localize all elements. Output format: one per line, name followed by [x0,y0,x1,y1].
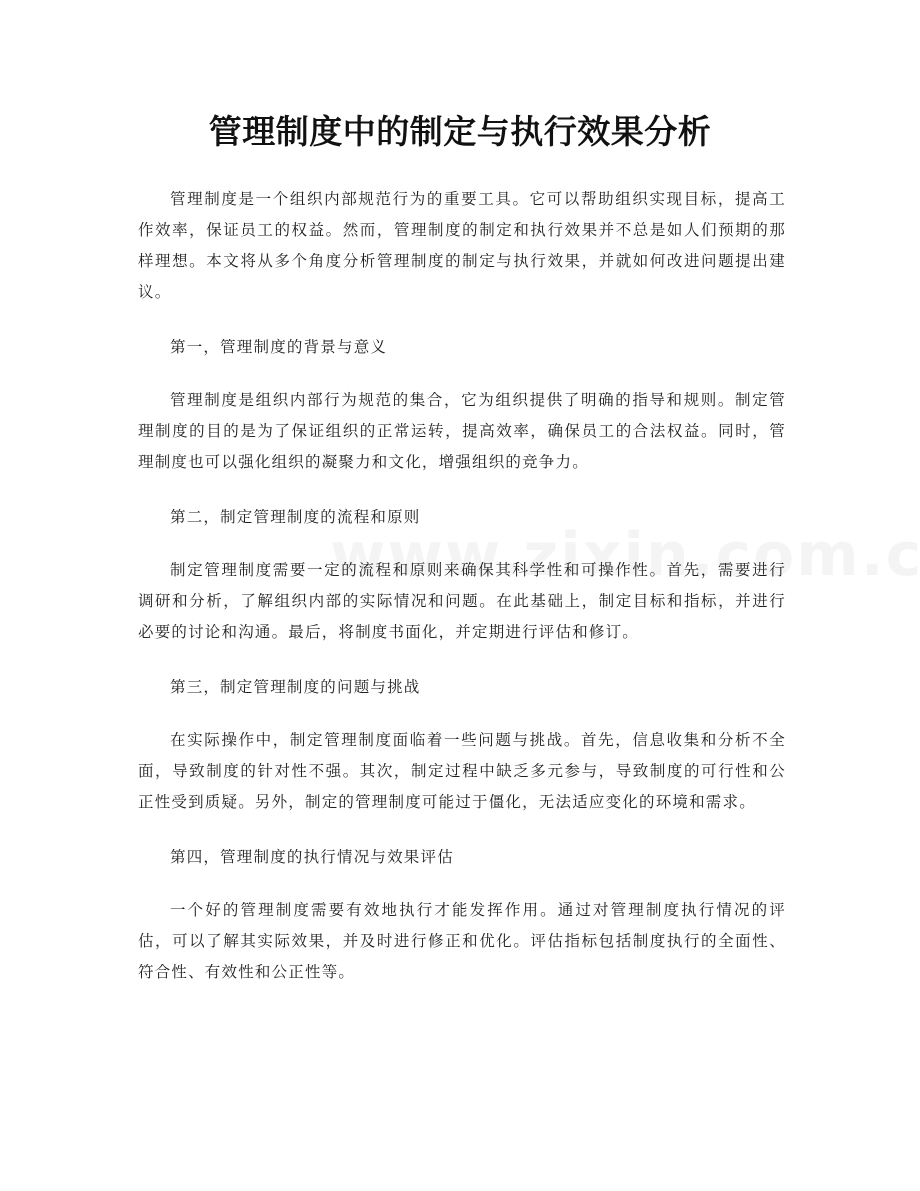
section-heading-2: 第二，制定管理制度的流程和原则 [170,508,421,526]
section-heading-1: 第一，管理制度的背景与意义 [170,338,388,356]
section-paragraph-3: 在实际操作中，制定管理制度面临着一些问题与挑战。首先，信息收集和分析不全面，导致制度的针对性不强。其次，制定过程中缺乏多元参与，导致制度的可行性和公正性受到质疑。另外，制定的管理制度可能过于僵化，无法适应变化的环境和需求。 [138,731,786,811]
section-paragraph-1: 管理制度是组织内部行为规范的集合，它为组织提供了明确的指导和规则。制定管理制度的目的是为了保证组织的正常运转，提高效率，确保员工的合法权益。同时，管理制度也可以强化组织的凝聚力和文化，增强组织的竞争力。 [138,391,786,471]
section-paragraph-4: 一个好的管理制度需要有效地执行才能发挥作用。通过对管理制度执行情况的评估，可以了解其实际效果，并及时进行修正和优化。评估指标包括制度执行的全面性、符合性、有效性和公正性等。 [138,901,786,981]
document-body [138,184,786,988]
intro-paragraph: 管理制度是一个组织内部规范行为的重要工具。它可以帮助组织实现目标，提高工作效率，保证员工的权益。然而，管理制度的制定和执行效果并不总是如人们预期的那样理想。本文将从多个角度分析管理制度的制定与执行效果，并就如何改进问题提出建议。 [138,190,786,301]
section-paragraph-2: 制定管理制度需要一定的流程和原则来确保其科学性和可操作性。首先，需要进行调研和分析，了解组织内部的实际情况和问题。在此基础上，制定目标和指标，并进行必要的讨论和沟通。最后，将制度书面化，并定期进行评估和修订。 [138,561,786,641]
section-heading-3: 第三，制定管理制度的问题与挑战 [170,678,421,696]
section-heading-4: 第四，管理制度的执行情况与效果评估 [170,848,454,866]
document-title: 管理制度中的制定与执行效果分析 [208,112,712,151]
